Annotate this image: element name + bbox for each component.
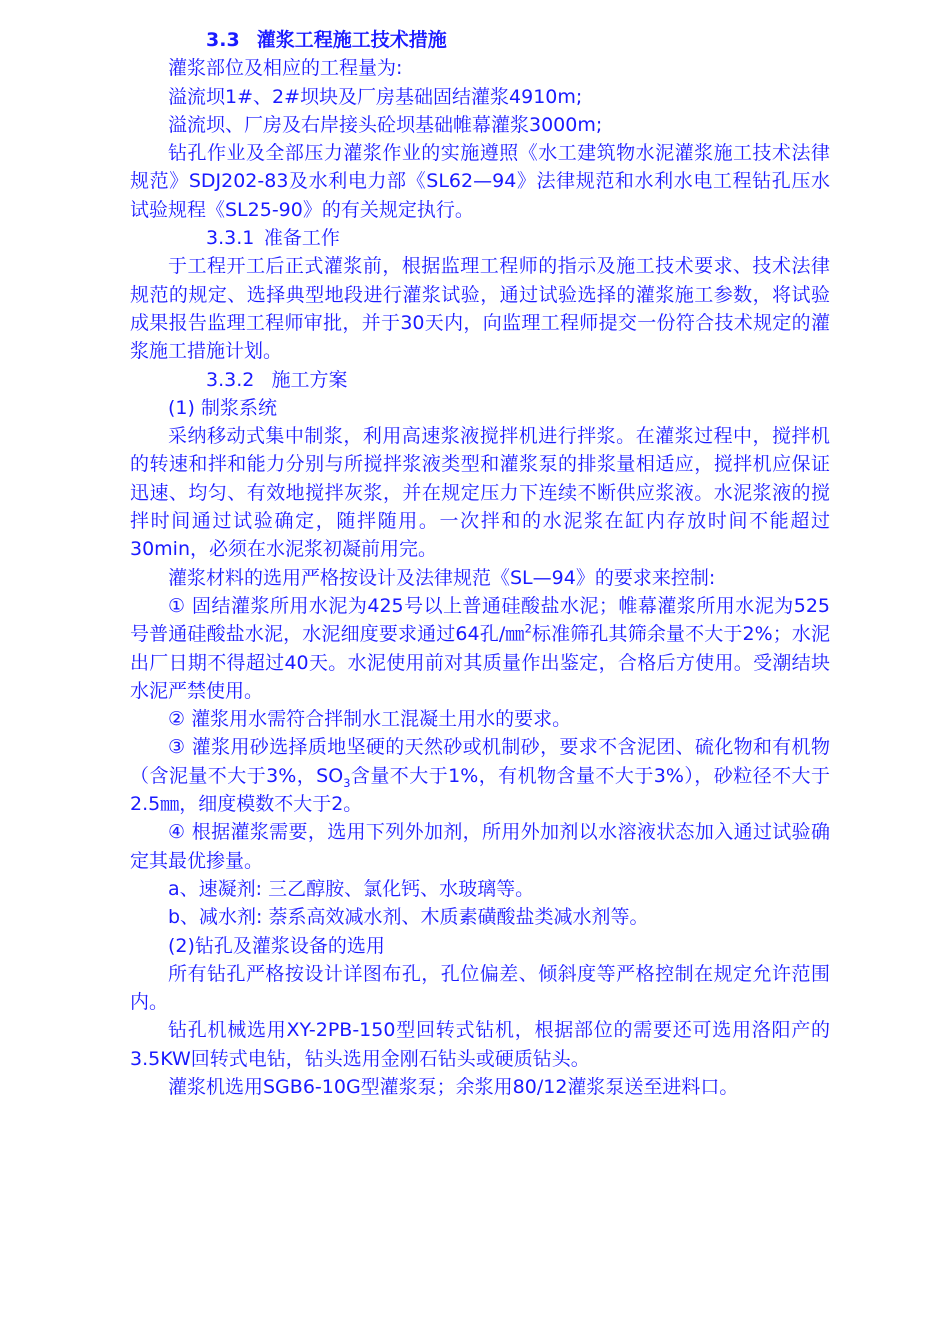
materials-paragraph: 灌浆材料的选用严格按设计及法律规范《SL—94》的要求来控制: [168, 566, 716, 589]
document-page [130, 26, 830, 1101]
section-heading [130, 26, 830, 54]
subsection-heading-331 [130, 224, 830, 252]
sand-requirement-item: ③ 灌浆用砂选择质地坚硬的天然砂或机制砂，要求不含泥团、硫化物和有机物（含泥量不大于3%，$SO_3$含量不大于1%，有机物含量不大于3%），砂粒径不大于2.5㎜，细度模数不大于2。 [130, 736, 830, 816]
grouting-pump-paragraph: 灌浆机选用SGB6-10G型灌浆泵；余浆用80/12灌浆泵送至进料口。 [168, 1075, 739, 1098]
subsection-heading-332 [130, 366, 830, 394]
intro-paragraph: 灌浆部位及相应的工程量为: [168, 57, 403, 80]
subsection-title: 施工方案 [271, 368, 348, 391]
preparation-paragraph: 于工程开工后正式灌浆前，根据监理工程师的指示及施工技术要求、技术法律规范的规定、选择典型地段进行灌浆试验，通过试验选择的灌浆施工参数，将试验成果报告监理工程师审批，并于30天内，向监理工程师提交一份符合技术规定的灌浆施工措施计划。 [130, 255, 830, 363]
grout-mixing-paragraph: 采纳移动式集中制浆，利用高速浆液搅拌机进行拌浆。在灌浆过程中，搅拌机的转速和拌和能力分别与所搅拌浆液类型和灌浆泵的排浆量相适应，搅拌机应保证迅速、均匀、有效地搅拌灰浆，并在规定压力下连续不断供应浆液。水泥浆液的搅拌时间通过试验确定，随拌随用。一次拌和的水泥浆在缸内存放时间不能超过30min，必须在水泥浆初凝前用完。 [130, 425, 830, 561]
water-reducer-item: b、减水剂: 萘系高效减水剂、木质素磺酸盐类减水剂等。 [168, 906, 649, 929]
grout-mixing-heading: (1) 制浆系统 [168, 396, 277, 419]
admixture-item: ④ 根据灌浆需要，选用下列外加剂，所用外加剂以水溶液状态加入通过试验确定其最优掺量。 [130, 821, 830, 872]
subsection-number: 3.3.2 [206, 368, 255, 391]
accelerator-item: a、速凝剂: 三乙醇胺、氯化钙、水玻璃等。 [168, 877, 535, 900]
equipment-heading: (2)钻孔及灌浆设备的选用 [168, 934, 385, 957]
consolidation-grouting-quantity: 溢流坝1#、2#坝块及厂房基础固结灌浆4910m; [168, 85, 583, 108]
subsection-number: 3.3.1 [206, 227, 255, 250]
water-requirement-item: ② 灌浆用水需符合拌制水工混凝土用水的要求。 [168, 708, 572, 731]
curtain-grouting-quantity: 溢流坝、厂房及右岸接头砼坝基础帷幕灌浆3000m; [168, 113, 603, 136]
drilling-layout-paragraph: 所有钻孔严格按设计详图布孔，孔位偏差、倾斜度等严格控制在规定允许范围内。 [130, 962, 830, 1014]
section-number: 3.3 [206, 29, 240, 51]
subsection-title: 准备工作 [263, 227, 340, 250]
section-title: 灌浆工程施工技术措施 [256, 29, 447, 51]
drilling-machine-paragraph: 钻孔机械选用XY-2PB-150型回转式钻机，根据部位的需要还可选用洛阳产的3.5KW回转式电钻，钻头选用金刚石钻头或硬质钻头。 [130, 1019, 830, 1070]
cement-requirement-item: ① 固结灌浆所用水泥为425号以上普通硅酸盐水泥；帷幕灌浆所用水泥为525号普通硅酸盐水泥，水泥细度要求通过64孔/㎜$^2$标准筛孔其筛余量不大于2%；水泥出厂日期不得超过40天。水泥使用前对其质量作出鉴定，合格后方使用。受潮结块水泥严禁使用。 [130, 594, 830, 702]
standards-paragraph: 钻孔作业及全部压力灌浆作业的实施遵照《水工建筑物水泥灌浆施工技术法律规范》SDJ202-83及水利电力部《SL62—94》法律规范和水利水电工程钻孔压水试验规程《SL25-90》的有关规定执行。 [130, 142, 830, 221]
